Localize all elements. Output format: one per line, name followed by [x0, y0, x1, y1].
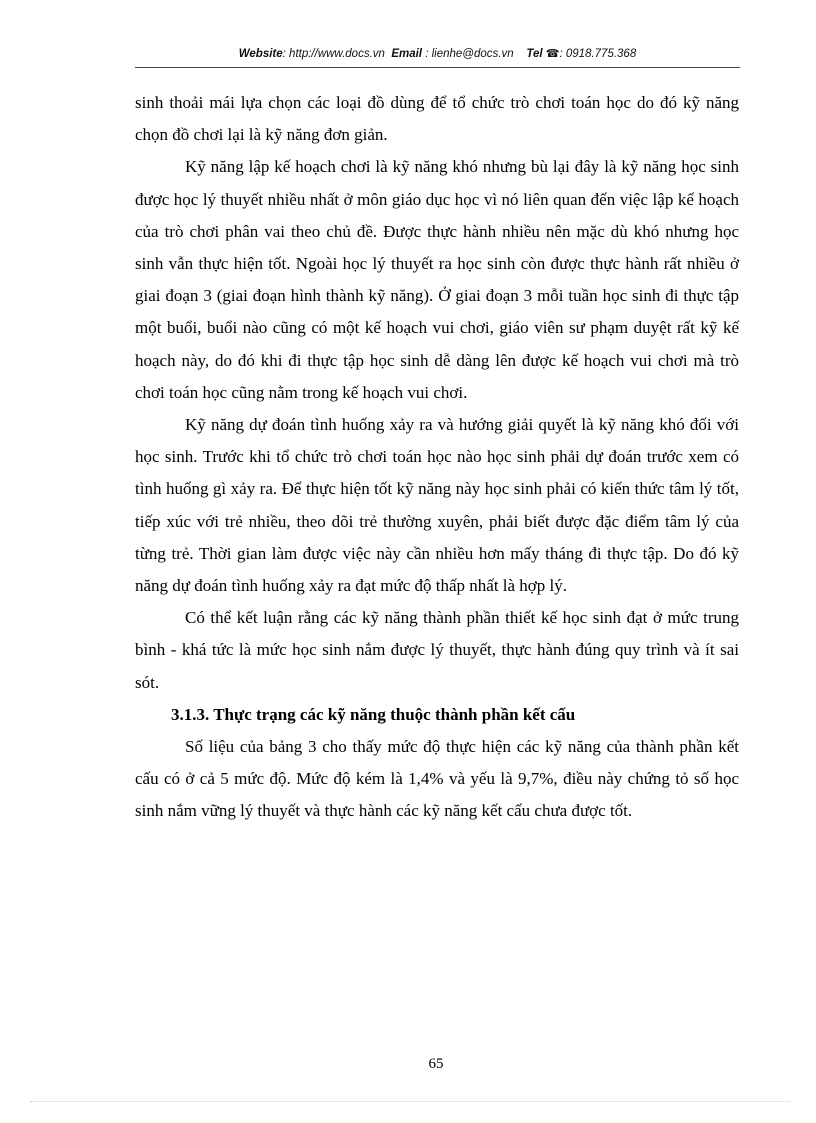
tel-label: Tel	[526, 48, 543, 60]
tel-number: : 0918.775.368	[559, 48, 637, 60]
page-number: 65	[428, 1056, 444, 1072]
paragraph-2: Kỹ năng lập kế hoạch chơi là kỹ năng khó nhưng bù lại đây là kỹ năng học sinh được học lý thuyết nhiều nhất ở môn giáo dục học vì nó liên quan đến việc lập kế hoạch của trò chơi phân vai theo chủ đề. Được thực hành nhiều nên mặc dù khó nhưng học sinh vẫn thực hiện tốt. Ngoài học lý thuyết ra học sinh còn được thực hành rất nhiều ở giai đoạn 3 (giai đoạn hình thành kỹ năng). Ở giai đoạn 3 mỗi tuần học sinh đi thực tập một buổi, buổi nào cũng có một kế hoạch vui chơi, giáo viên sư phạm duyệt rất kỹ kế hoạch này, do đó khi đi thực tập học sinh dễ dàng lên được kế hoạch vui chơi mà trò chơi toán học cũng nằm trong kế hoạch vui chơi.	[135, 157, 739, 402]
section-heading: 3.1.3. Thực trạng các kỹ năng thuộc thành phần kết cấu	[171, 704, 576, 724]
email-label: Email	[391, 48, 422, 60]
paragraph-1: sinh thoải mái lựa chọn các loại đồ dùng để tổ chức trò chơi toán học do đó kỹ năng chọn đồ chơi lại là kỹ năng đơn giản.	[135, 93, 739, 145]
email-address: : lienhe@docs.vn	[422, 48, 514, 60]
website-label: Website	[238, 48, 283, 60]
body-text	[135, 87, 739, 828]
paragraph-4: Có thể kết luận rằng các kỹ năng thành phần thiết kế học sinh đạt ở mức trung bình - khá tức là mức học sinh nắm được lý thuyết, thực hành đúng quy trình và ít sai sót.	[135, 608, 739, 692]
paragraph-3: Kỹ năng dự đoán tình huống xảy ra và hướng giải quyết là kỹ năng khó đối với học sinh. Trước khi tổ chức trò chơi toán học nào học sinh phải dự đoán trước xem có tình huống gì xảy ra. Để thực hiện tốt kỹ năng này học sinh phải có kiến thức tâm lý tốt, tiếp xúc với trẻ nhiều, theo dõi trẻ thường xuyên, phải biết được đặc điểm tâm lý của từng trẻ. Thời gian làm được việc này cần nhiều hơn mấy tháng đi thực tập. Do đó kỹ năng dự đoán tình huống xảy ra đạt mức độ thấp nhất là hợp lý.	[135, 415, 739, 596]
phone-icon: ☎	[545, 48, 560, 60]
footer-divider	[30, 1101, 790, 1102]
website-url: : http://www.docs.vn	[282, 48, 385, 60]
paragraph-5: Số liệu của bảng 3 cho thấy mức độ thực hiện các kỹ năng của thành phần kết cấu có ở cả 5 mức độ. Mức độ kém là 1,4% và yếu là 9,7%, điều này chứng tỏ số học sinh nắm vững lý thuyết và thực hành các kỹ năng kết cấu chưa được tốt.	[135, 737, 739, 821]
header-divider	[135, 67, 740, 68]
page-header	[135, 47, 740, 69]
